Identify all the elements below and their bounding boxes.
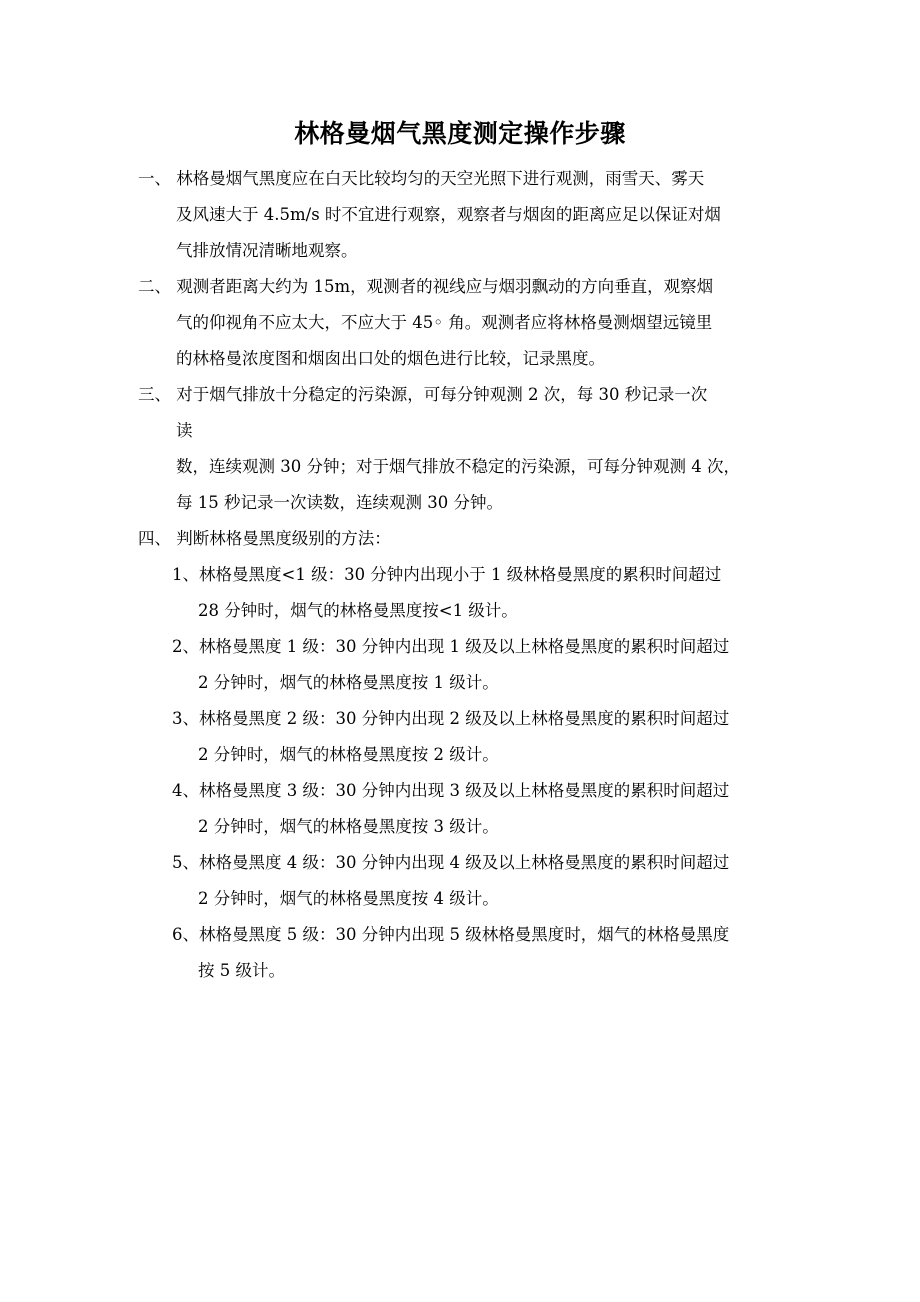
section-3-line-4: 每 15 秒记录一次读数，连续观测 30 分钟。: [176, 493, 503, 512]
section-4-line-1: 四、 判断林格曼黑度级别的方法：: [138, 529, 391, 548]
section-2-line-3: 的林格曼浓度图和烟囱出口处的烟色进行比较，记录黑度。: [176, 349, 605, 368]
section-2-line-2: 气的仰视角不应太大，不应大于 45◦ 角。观测者应将林格曼测烟望远镜里: [176, 313, 713, 332]
item-2-line-1: 2、林格曼黑度 1 级：30 分钟内出现 1 级及以上林格曼黑度的累积时间超过: [172, 637, 730, 656]
item-3-line-2: 2 分钟时，烟气的林格曼黑度按 2 级计。: [198, 745, 499, 764]
section-1-line-2: 及风速大于 4.5m/s 时不宜进行观察，观察者与烟囱的距离应足以保证对烟: [176, 205, 721, 224]
section-3-line-1: 三、 对于烟气排放十分稳定的污染源，可每分钟观测 2 次，每 30 秒记录一次: [138, 385, 708, 404]
item-5-line-2: 2 分钟时，烟气的林格曼黑度按 4 级计。: [198, 889, 499, 908]
section-3-line-2: 读: [176, 421, 193, 440]
section-2-line-1: 二、 观测者距离大约为 15m，观测者的视线应与烟羽飘动的方向垂直，观察烟: [138, 277, 714, 296]
item-4-line-1: 4、林格曼黑度 3 级：30 分钟内出现 3 级及以上林格曼黑度的累积时间超过: [172, 781, 730, 800]
section-1-line-3: 气排放情况清晰地观察。: [176, 241, 358, 260]
item-3-line-1: 3、林格曼黑度 2 级：30 分钟内出现 2 级及以上林格曼黑度的累积时间超过: [172, 709, 730, 728]
item-2-line-2: 2 分钟时，烟气的林格曼黑度按 1 级计。: [198, 673, 499, 692]
item-5-line-1: 5、林格曼黑度 4 级：30 分钟内出现 4 级及以上林格曼黑度的累积时间超过: [172, 853, 730, 872]
section-3-line-3: 数，连续观测 30 分钟；对于烟气排放不稳定的污染源，可每分钟观测 4 次，: [176, 457, 740, 476]
item-1-line-1: 1、林格曼黑度<1 级：30 分钟内出现小于 1 级林格曼黑度的累积时间超过: [172, 565, 722, 584]
item-4-line-2: 2 分钟时，烟气的林格曼黑度按 3 级计。: [198, 817, 499, 836]
item-6-line-2: 按 5 级计。: [198, 961, 285, 980]
document-title: 林格曼烟气黑度测定操作步骤: [294, 119, 626, 148]
section-1-line-1: 一、 林格曼烟气黑度应在白天比较均匀的天空光照下进行观测，雨雪天、雾天: [138, 169, 705, 188]
item-1-line-2: 28 分钟时，烟气的林格曼黑度按<1 级计。: [198, 601, 518, 620]
item-6-line-1: 6、林格曼黑度 5 级：30 分钟内出现 5 级林格曼黑度时，烟气的林格曼黑度: [172, 925, 730, 944]
